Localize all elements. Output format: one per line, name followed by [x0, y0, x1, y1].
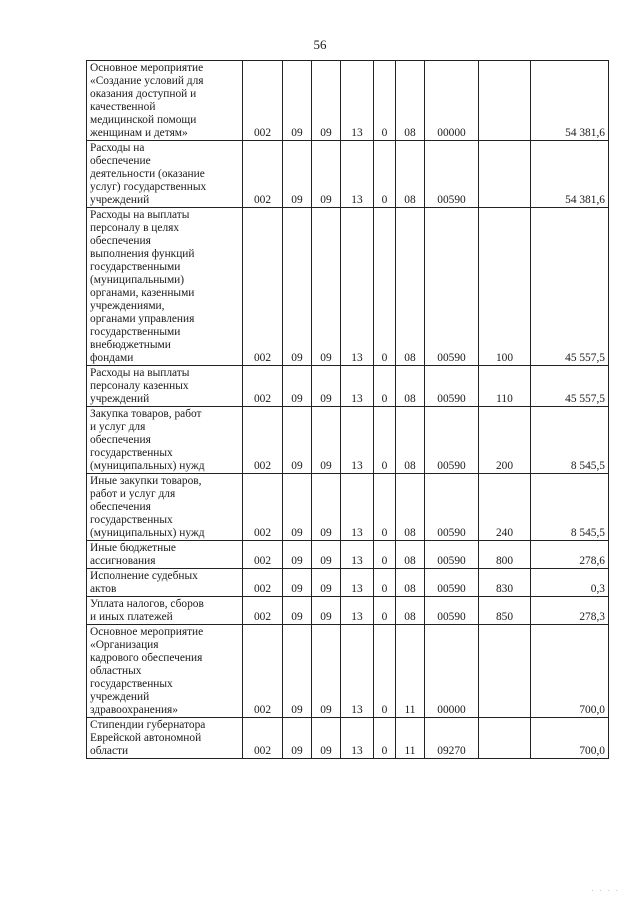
- ministry-code-cell: 002: [243, 541, 283, 569]
- subprogram-code-cell: 0: [374, 141, 396, 208]
- expense-name-line: деятельности (оказание: [90, 168, 205, 180]
- ministry-code-cell: 002: [243, 366, 283, 407]
- amount-cell: 278,3: [531, 597, 609, 625]
- page-number: 56: [313, 37, 327, 52]
- expense-name-cell: [87, 474, 243, 541]
- expense-name-line: выполнения функций: [90, 248, 195, 260]
- expense-name-line: услуг) государственных: [90, 181, 207, 193]
- expense-type-cell: 830: [479, 569, 531, 597]
- program-code-cell: 13: [341, 474, 374, 541]
- table-row: [87, 597, 609, 625]
- expense-name-line: кадрового обеспечения: [90, 652, 203, 664]
- subsection-code-cell: 09: [312, 541, 341, 569]
- subprogram-code-cell: 0: [374, 541, 396, 569]
- expense-name-cell: [87, 366, 243, 407]
- expense-name-line: персоналу в целях: [90, 222, 180, 234]
- expense-name-line: учреждений: [90, 194, 150, 206]
- expense-name-line: и иных платежей: [90, 611, 173, 623]
- ministry-code-cell: 002: [243, 407, 283, 474]
- expense-name-line: Основное мероприятие: [90, 62, 204, 74]
- budget-table-body: [87, 61, 609, 759]
- program-code-cell: 13: [341, 208, 374, 366]
- expense-name-line: Основное мероприятие: [90, 626, 204, 638]
- table-row: [87, 61, 609, 141]
- section-code-cell: 09: [283, 141, 312, 208]
- subsection-code-cell: 09: [312, 366, 341, 407]
- event-code-cell: 08: [396, 474, 425, 541]
- subprogram-code-cell: 0: [374, 474, 396, 541]
- expense-name-line: работ и услуг для: [90, 488, 176, 500]
- amount-cell: 0,3: [531, 569, 609, 597]
- subsection-code-cell: 09: [312, 597, 341, 625]
- direction-code-cell: 00590: [425, 141, 479, 208]
- subprogram-code-cell: 0: [374, 625, 396, 718]
- expense-name-line: (муниципальных) нужд: [90, 460, 205, 472]
- subsection-code-cell: 09: [312, 569, 341, 597]
- expense-name-line: государственных: [90, 447, 173, 459]
- program-code-cell: 13: [341, 141, 374, 208]
- table-row: [87, 208, 609, 366]
- expense-type-cell: [479, 718, 531, 759]
- expense-name-cell: [87, 718, 243, 759]
- expense-name-line: фондами: [90, 352, 134, 364]
- subsection-code-cell: 09: [312, 407, 341, 474]
- section-code-cell: 09: [283, 718, 312, 759]
- subprogram-code-cell: 0: [374, 597, 396, 625]
- expense-name-line: Закупка товаров, работ: [90, 408, 202, 420]
- direction-code-cell: 09270: [425, 718, 479, 759]
- program-code-cell: 13: [341, 597, 374, 625]
- subprogram-code-cell: 0: [374, 718, 396, 759]
- section-code-cell: 09: [283, 208, 312, 366]
- event-code-cell: 08: [396, 541, 425, 569]
- expense-name-cell: [87, 61, 243, 141]
- direction-code-cell: 00590: [425, 474, 479, 541]
- table-row: [87, 366, 609, 407]
- expense-type-cell: 100: [479, 208, 531, 366]
- amount-cell: 54 381,6: [531, 141, 609, 208]
- expense-name-line: государственными: [90, 261, 181, 273]
- expense-name-line: государственными: [90, 326, 181, 338]
- event-code-cell: 08: [396, 407, 425, 474]
- expense-name-line: обеспечения: [90, 434, 151, 446]
- amount-cell: 700,0: [531, 625, 609, 718]
- expense-name-line: органами управления: [90, 313, 195, 325]
- event-code-cell: 08: [396, 61, 425, 141]
- amount-cell: 700,0: [531, 718, 609, 759]
- amount-cell: 45 557,5: [531, 208, 609, 366]
- expense-type-cell: 240: [479, 474, 531, 541]
- expense-name-cell: [87, 597, 243, 625]
- expense-name-line: органами, казенными: [90, 287, 195, 299]
- expense-name-line: Иные закупки товаров,: [90, 475, 202, 487]
- expense-name-line: Иные бюджетные: [90, 542, 176, 554]
- subprogram-code-cell: 0: [374, 569, 396, 597]
- ministry-code-cell: 002: [243, 61, 283, 141]
- expense-type-cell: 200: [479, 407, 531, 474]
- expense-name-line: государственных: [90, 514, 173, 526]
- expense-type-cell: 800: [479, 541, 531, 569]
- expense-type-cell: [479, 625, 531, 718]
- event-code-cell: 08: [396, 569, 425, 597]
- expense-name-line: областных: [90, 665, 142, 677]
- expense-name-cell: [87, 625, 243, 718]
- amount-cell: 278,6: [531, 541, 609, 569]
- ministry-code-cell: 002: [243, 718, 283, 759]
- direction-code-cell: 00000: [425, 61, 479, 141]
- subsection-code-cell: 09: [312, 474, 341, 541]
- expense-type-cell: 850: [479, 597, 531, 625]
- ministry-code-cell: 002: [243, 597, 283, 625]
- subprogram-code-cell: 0: [374, 366, 396, 407]
- section-code-cell: 09: [283, 61, 312, 141]
- program-code-cell: 13: [341, 61, 374, 141]
- expense-name-line: Расходы на выплаты: [90, 209, 190, 221]
- subsection-code-cell: 09: [312, 625, 341, 718]
- direction-code-cell: 00590: [425, 366, 479, 407]
- expense-name-line: оказания доступной и: [90, 88, 197, 100]
- expense-name-line: «Создание условий для: [90, 75, 204, 87]
- subprogram-code-cell: 0: [374, 61, 396, 141]
- expense-name-line: Уплата налогов, сборов: [90, 598, 204, 610]
- subsection-code-cell: 09: [312, 141, 341, 208]
- table-row: [87, 625, 609, 718]
- expense-name-cell: [87, 407, 243, 474]
- event-code-cell: 11: [396, 625, 425, 718]
- expense-name-line: Еврейской автономной: [90, 732, 202, 744]
- direction-code-cell: 00590: [425, 407, 479, 474]
- subprogram-code-cell: 0: [374, 407, 396, 474]
- expense-name-line: персоналу казенных: [90, 380, 189, 392]
- event-code-cell: 08: [396, 208, 425, 366]
- subsection-code-cell: 09: [312, 208, 341, 366]
- section-code-cell: 09: [283, 625, 312, 718]
- expense-name-line: обеспечение: [90, 155, 151, 167]
- table-row: [87, 474, 609, 541]
- amount-cell: 8 545,5: [531, 407, 609, 474]
- expense-name-line: медицинской помощи: [90, 114, 197, 126]
- expense-type-cell: [479, 141, 531, 208]
- expense-name-line: женщинам и детям»: [90, 127, 188, 139]
- subprogram-code-cell: 0: [374, 208, 396, 366]
- event-code-cell: 08: [396, 597, 425, 625]
- expense-name-line: Исполнение судебных: [90, 570, 198, 582]
- table-row: [87, 541, 609, 569]
- expense-name-cell: [87, 569, 243, 597]
- program-code-cell: 13: [341, 541, 374, 569]
- expense-name-line: (муниципальных) нужд: [90, 527, 205, 539]
- expense-name-line: учреждений: [90, 691, 150, 703]
- expense-name-line: ассигнования: [90, 555, 156, 567]
- expense-name-line: обеспечения: [90, 501, 151, 513]
- expense-type-cell: 110: [479, 366, 531, 407]
- ministry-code-cell: 002: [243, 625, 283, 718]
- section-code-cell: 09: [283, 541, 312, 569]
- event-code-cell: 11: [396, 718, 425, 759]
- program-code-cell: 13: [341, 407, 374, 474]
- expense-name-line: обеспечения: [90, 235, 151, 247]
- section-code-cell: 09: [283, 569, 312, 597]
- program-code-cell: 13: [341, 625, 374, 718]
- expense-name-line: здравоохранения»: [90, 704, 178, 716]
- subsection-code-cell: 09: [312, 61, 341, 141]
- program-code-cell: 13: [341, 366, 374, 407]
- direction-code-cell: 00000: [425, 625, 479, 718]
- expense-name-line: актов: [90, 583, 117, 595]
- expense-name-cell: [87, 208, 243, 366]
- ministry-code-cell: 002: [243, 474, 283, 541]
- ministry-code-cell: 002: [243, 208, 283, 366]
- ministry-code-cell: 002: [243, 569, 283, 597]
- expense-name-line: и услуг для: [90, 421, 146, 433]
- amount-cell: 54 381,6: [531, 61, 609, 141]
- ministry-code-cell: 002: [243, 141, 283, 208]
- expense-name-cell: [87, 541, 243, 569]
- direction-code-cell: 00590: [425, 569, 479, 597]
- table-row: [87, 141, 609, 208]
- expense-name-cell: [87, 141, 243, 208]
- section-code-cell: 09: [283, 366, 312, 407]
- amount-cell: 45 557,5: [531, 366, 609, 407]
- scan-artifact: · · · ·: [591, 887, 620, 895]
- event-code-cell: 08: [396, 366, 425, 407]
- expense-type-cell: [479, 61, 531, 141]
- expense-name-line: учреждений: [90, 393, 150, 405]
- expense-name-line: области: [90, 745, 129, 757]
- event-code-cell: 08: [396, 141, 425, 208]
- expense-name-line: внебюджетными: [90, 339, 171, 351]
- section-code-cell: 09: [283, 474, 312, 541]
- section-code-cell: 09: [283, 597, 312, 625]
- direction-code-cell: 00590: [425, 208, 479, 366]
- section-code-cell: 09: [283, 407, 312, 474]
- expense-name-line: Расходы на: [90, 142, 145, 154]
- table-row: [87, 718, 609, 759]
- expense-name-line: государственных: [90, 678, 173, 690]
- program-code-cell: 13: [341, 569, 374, 597]
- expense-name-line: учреждениями,: [90, 300, 165, 312]
- expense-name-line: Расходы на выплаты: [90, 367, 190, 379]
- table-row: [87, 569, 609, 597]
- subsection-code-cell: 09: [312, 718, 341, 759]
- direction-code-cell: 00590: [425, 541, 479, 569]
- expense-name-line: качественной: [90, 101, 156, 113]
- expense-name-line: Стипендии губернатора: [90, 719, 206, 731]
- amount-cell: 8 545,5: [531, 474, 609, 541]
- budget-table: [86, 60, 609, 759]
- program-code-cell: 13: [341, 718, 374, 759]
- direction-code-cell: 00590: [425, 597, 479, 625]
- expense-name-line: «Организация: [90, 639, 159, 651]
- expense-name-line: (муниципальными): [90, 274, 185, 286]
- table-row: [87, 407, 609, 474]
